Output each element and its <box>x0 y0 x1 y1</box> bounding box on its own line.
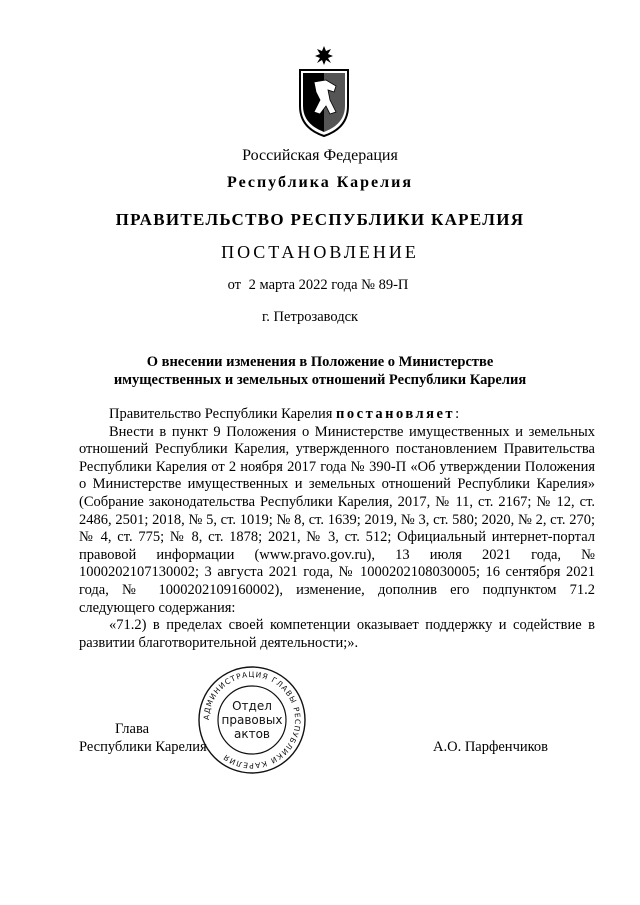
city: г. Петрозаводск <box>262 309 359 325</box>
government-name: ПРАВИТЕЛЬСТВО РЕСПУБЛИКИ КАРЕЛИЯ <box>115 210 525 229</box>
title-line-1: О внесении изменения в Положение о Министерстве <box>146 354 494 370</box>
signer-position-line-1: Глава <box>115 721 150 737</box>
title-line-2: имущественных и земельных отношений Республики Карелия <box>113 372 527 388</box>
intro-decree-word: постановляет <box>336 406 456 422</box>
paragraph-2: «71.2) в пределах своей компетенции оказывает поддержку и содействие в развитии благотворительной деятельности;». <box>79 617 595 651</box>
signer-name: А.О. Парфенчиков <box>433 739 549 755</box>
stamp-line-1: Отдел <box>232 699 272 713</box>
stamp-seal-icon <box>196 664 308 776</box>
signer-position-line-2: Республики Карелия <box>79 739 207 755</box>
stamp-line-3: актов <box>233 727 271 741</box>
stamp-line-2: правовых <box>221 713 283 727</box>
document-body <box>79 406 595 652</box>
karelia-coat-of-arms-icon <box>296 44 352 138</box>
document-title <box>80 353 560 389</box>
document-date <box>0 277 640 294</box>
stamp-ring-text: АДМИНИСТРАЦИЯ ГЛАВЫ РЕСПУБЛИКИ КАРЕЛИЯ <box>201 669 303 771</box>
intro-paragraph <box>79 406 595 424</box>
paragraph-1: Внести в пункт 9 Положения о Министерстве имущественных и земельных отношений Республики Карелия, утвержденного постановлением Правительства Республики Карелия от 2 ноября 2017 года № 390-П «Об утверждении Положения о Министерстве имущественных и земельных отношений Республики Карелия» (Собрание законодательства Республики Карелия, 2017, № 11, ст. 2167; № 12, ст. 2486, 2501; 2018, № 5, ст. 1019; № 8, ст. 1639; 2019, № 3, ст. 580; 2020, № 2, ст. 270; № 4, ст. 775; № 8, ст. 1878; 2021, № 3, ст. 512; Официальный интернет-портал правовой информации (www.pravo.gov.ru), 13 июля 2021 года, № 1000202107130002; 3 августа 2021 года, № 1000202108030005; 16 сентября 2021 года, № 1000202109160002), изменение, дополнив его подпунктом 71.2 следующего содержания: <box>79 423 595 616</box>
intro-end: : <box>455 406 460 422</box>
document-type: ПОСТАНОВЛЕНИЕ <box>221 242 419 262</box>
country-name: Российская Федерация <box>242 147 398 164</box>
republic-name: Республика Карелия <box>227 174 413 191</box>
date-prefix: от <box>227 277 241 293</box>
intro-start: Правительство Республики Карелия <box>109 406 333 422</box>
date-number: 2 марта 2022 года № 89-П <box>248 277 409 293</box>
